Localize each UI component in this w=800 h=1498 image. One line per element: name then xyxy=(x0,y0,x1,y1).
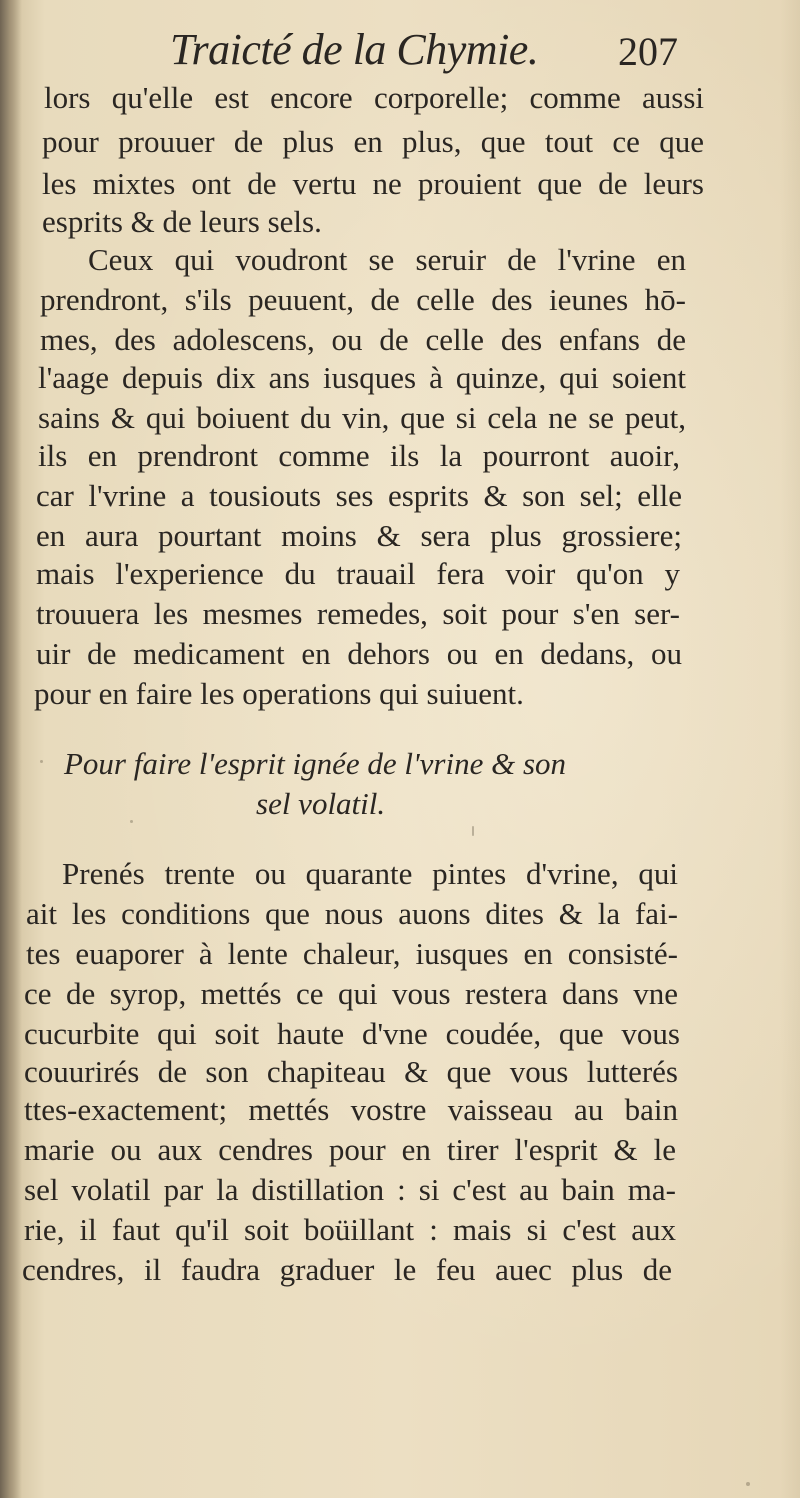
text-line: l'aage depuis dix ans iusques à quinze, qui soient xyxy=(38,360,686,395)
text-line: pour en faire les operations qui suiuent. xyxy=(34,676,524,711)
text-line: esprits & de leurs sels. xyxy=(42,204,322,239)
text-line: en aura pourtant moins & sera plus grossiere; xyxy=(36,518,682,553)
text-line: prendront, s'ils peuuent, de celle des ieunes hō- xyxy=(40,282,686,317)
text-line: ils en prendront comme ils la pourront auoir, xyxy=(38,438,680,473)
text-line: ttes-exactement; mettés vostre vaisseau au bain xyxy=(24,1092,678,1127)
text-line: Prenés trente ou quarante pintes d'vrine, qui xyxy=(62,856,678,891)
text-line: ce de syrop, mettés ce qui vous restera dans vne xyxy=(24,976,678,1011)
text-line: car l'vrine a tousiouts ses esprits & son sel; elle xyxy=(36,478,682,513)
text-line: tes euaporer à lente chaleur, iusques en consisté- xyxy=(26,936,678,971)
text-line: sains & qui boiuent du vin, que si cela ne se peut, xyxy=(38,400,686,435)
running-title: Traicté de la Chymie. xyxy=(170,25,539,74)
text-line: rie, il faut qu'il soit boüillant : mais si c'est aux xyxy=(24,1212,676,1247)
text-line: couurirés de son chapiteau & que vous lutterés xyxy=(24,1054,678,1089)
text-line: sel volatil par la distillation : si c'est au bain ma- xyxy=(24,1172,676,1207)
page-number: 207 xyxy=(618,29,678,74)
text-line: uir de medicament en dehors ou en dedans, ou xyxy=(36,636,682,671)
text-line: marie ou aux cendres pour en tirer l'esprit & le xyxy=(24,1132,676,1167)
section-heading-line-2: sel volatil. xyxy=(256,786,386,821)
page-gutter xyxy=(0,0,22,1498)
text-line: mes, des adolescens, ou de celle des enfans de xyxy=(40,322,686,357)
text-line: trouuera les mesmes remedes, soit pour s'en ser- xyxy=(36,596,680,631)
text-line: mais l'experience du trauail fera voir qu'on y xyxy=(36,556,680,591)
text-line: cucurbite qui soit haute d'vne coudée, que vous xyxy=(24,1016,680,1051)
section-heading-line-1: Pour faire l'esprit ignée de l'vrine & son xyxy=(64,746,567,781)
text-line: Ceux qui voudront se seruir de l'vrine en xyxy=(88,242,686,277)
text-line: cendres, il faudra graduer le feu auec plus de xyxy=(22,1252,672,1287)
text-line: pour prouuer de plus en plus, que tout ce que xyxy=(42,124,704,159)
text-line: les mixtes ont de vertu ne prouient que de leurs xyxy=(42,166,704,201)
text-line: lors qu'elle est encore corporelle; comme aussi xyxy=(44,80,704,115)
text-line: ait les conditions que nous auons dites & la fai- xyxy=(26,896,678,931)
